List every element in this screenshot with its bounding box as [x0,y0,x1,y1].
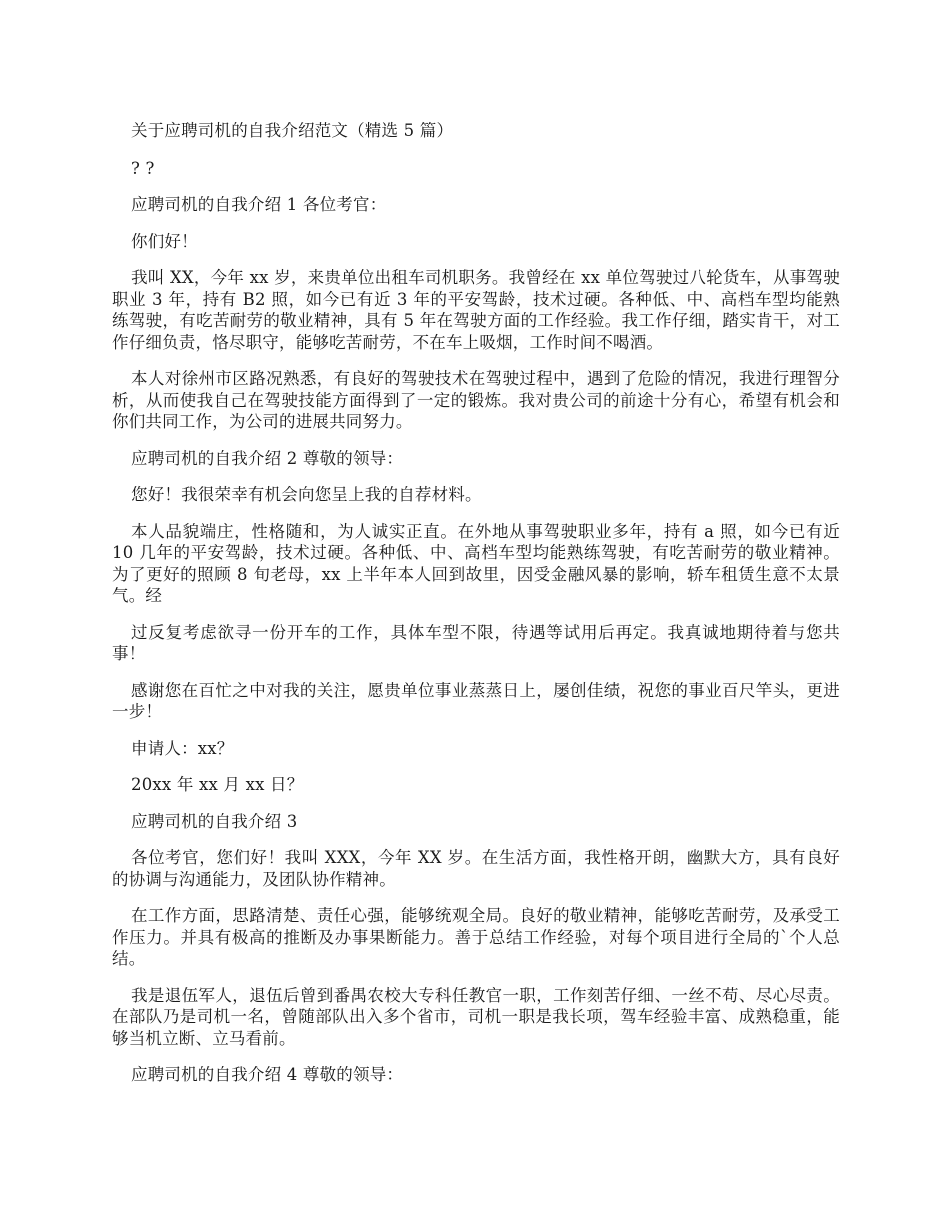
section-heading-4: 应聘司机的自我介绍 4 尊敬的领导： [131,1065,404,1084]
section-heading-2: 应聘司机的自我介绍 2 尊敬的领导： [131,448,404,468]
document-title: 关于应聘司机的自我介绍范文（精选 5 篇） [131,121,454,140]
paragraph: ? ? [131,158,155,178]
paragraph: 本人对徐州市区路况熟悉，有良好的驾驶技术在驾驶过程中，遇到了危险的情况，我进行理智分析，从而使我自己在驾驶技能方面得到了一定的锻炼。我对贵公司的前途十分有心，希望有机会和你们共同工作，为公司的进展共同努力。 [112,369,840,431]
document-page [112,120,840,1101]
section-heading-1: 应聘司机的自我介绍 1 各位考官： [131,195,387,214]
paragraph: 我叫 XX，今年 xx 岁，来贵单位出租车司机职务。我曾经在 xx 单位驾驶过八轮货车，从事驾驶职业 3 年，持有 B2 照，如今已有近 3 年的平安驾龄，技术过硬。各种低、中、高档车型均能熟练驾驶，有吃苦耐劳的敬业精神，具有 5 年在驾驶方面的工作经验。我工作仔细，踏实肯干，对工作仔细负责，恪尽职守，能够吃苦耐劳，不在车上吸烟，工作时间不喝酒。 [112,268,840,352]
paragraph: 你们好！ [131,231,198,251]
paragraph: 各位考官，您们好！我叫 XXX，今年 XX 岁。在生活方面，我性格开朗，幽默大方，具有良好的协调与沟通能力，及团队协作精神。 [112,848,840,889]
paragraph: 感谢您在百忙之中对我的关注，愿贵单位事业蒸蒸日上，屡创佳绩，祝您的事业百尺竿头，更进一步！ [112,680,840,721]
paragraph: 本人品貌端庄，性格随和，为人诚实正直。在外地从事驾驶职业多年，持有 a 照，如今已有近 10 几年的平安驾龄，技术过硬。各种低、中、高档车型均能熟练驾驶，有吃苦耐劳的敬业精神。为了更好的照顾 8 旬老母，xx 上半年本人回到故里，因受金融风暴的影响，轿车租赁生意不太景气。经 [112,521,840,605]
paragraph: 过反复考虑欲寻一份开车的工作，具体车型不限，待遇等试用后再定。我真诚地期待着与您共事！ [112,622,840,663]
paragraph: 我是退伍军人，退伍后曾到番禺农校大专科任教官一职，工作刻苦仔细、一丝不苟、尽心尽责。在部队乃是司机一名，曾随部队出入多个省市，司机一职是我长项，驾车经验丰富、成熟稳重，能够当机立断、立马看前。 [112,985,840,1048]
paragraph: 在工作方面，思路清楚、责任心强，能够统观全局。良好的敬业精神，能够吃苦耐劳，及承受工作压力。并具有极高的推断及办事果断能力。善于总结工作经验，对每个项目进行全局的`个人总结。 [112,906,840,968]
signature-date: 20xx 年 xx 月 xx 日？ [131,775,304,794]
paragraph: 您好！我很荣幸有机会向您呈上我的自荐材料。 [131,485,482,504]
signature-applicant: 申请人：xx？ [131,738,234,758]
section-heading-3: 应聘司机的自我介绍 3 [131,811,298,831]
